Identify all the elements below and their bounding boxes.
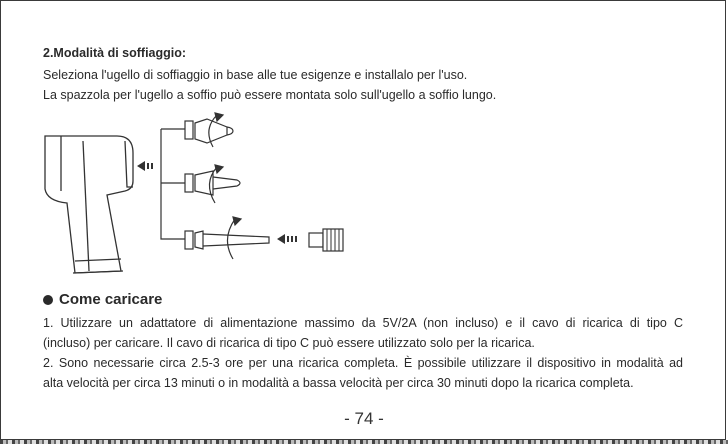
device-drawing <box>45 136 133 273</box>
charging-p2-line-2: alta velocità per circa 13 minuti o in modalità a bassa velocità per circa 30 minuti dopo la ricarica completa. <box>43 376 634 390</box>
nozzle-bracket <box>161 129 185 239</box>
nozzle-illustration <box>37 111 357 286</box>
insert-arrow-icon <box>137 161 153 171</box>
brush-insert-arrow-icon <box>277 234 297 244</box>
charging-heading <box>43 291 162 308</box>
short-blow-nozzle <box>185 113 233 147</box>
charging-p1-line-2: (incluso) per caricare. Il cavo di ricarica di tipo C può essere utilizzato solo per la ricarica. <box>43 336 535 350</box>
charging-paragraph-2 <box>43 353 683 393</box>
brush-attachment <box>309 229 343 251</box>
blow-mode-line-2: La spazzola per l'ugello a soffio può essere montata solo sull'ugello a soffio lungo. <box>43 88 497 102</box>
long-blow-nozzle <box>185 217 269 259</box>
charging-paragraph-1 <box>43 313 683 353</box>
blow-mode-line-1: Seleziona l'ugello di soffiaggio in base alle tue esigenze e installalo per l'uso. <box>43 68 468 82</box>
bullet-icon <box>43 295 53 305</box>
blow-mode-heading: 2.Modalità di soffiaggio: <box>43 46 187 60</box>
charging-heading-text: Come caricare <box>59 291 163 308</box>
page-number: - 74 - <box>344 409 384 428</box>
charging-p2-line-1: 2. Sono necessarie circa 2.5-3 ore per una ricarica completa. È possibile utilizzare il dispositivo in modalità ad <box>43 356 683 370</box>
charging-p1-line-1: 1. Utilizzare un adattatore di alimentazione massimo da 5V/2A (non incluso) e il cavo di ricarica di tipo C <box>43 316 683 330</box>
tapered-blow-nozzle <box>185 165 240 203</box>
scan-edge-strip <box>0 440 728 444</box>
